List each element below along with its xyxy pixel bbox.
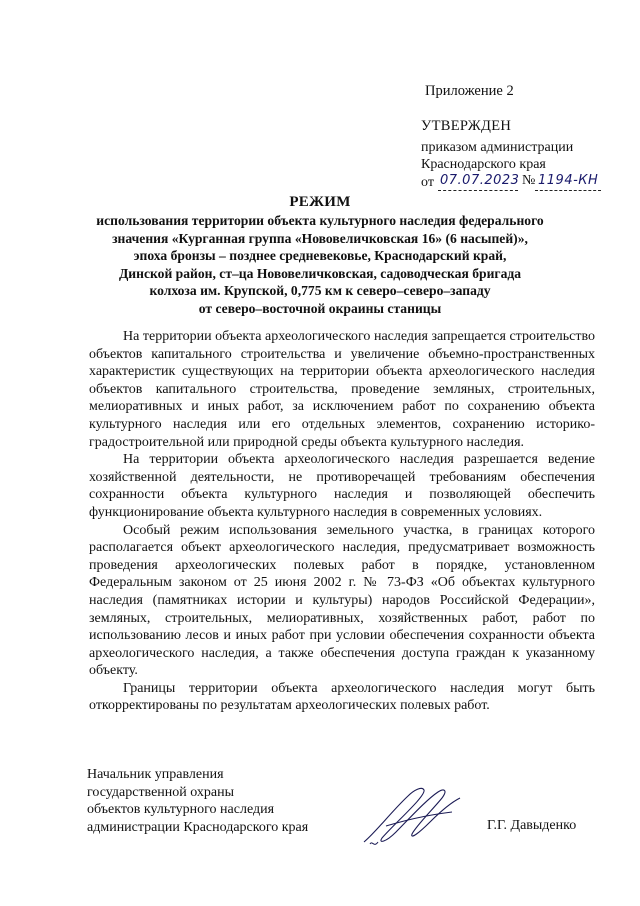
order-reference [421, 172, 611, 192]
number-sign: № [522, 173, 536, 188]
document-title: РЕЖИМ [289, 194, 351, 210]
signatory-position [87, 766, 308, 836]
handwritten-signature [356, 782, 466, 852]
appendix-label: Приложение 2 [425, 83, 514, 99]
date-underline [438, 190, 518, 191]
order-date: 07.07.2023 [440, 173, 520, 188]
order-line-1: приказом администрации [421, 140, 574, 155]
subtitle-line: значения «Курганная группа «Нововеличковская 16» (6 насыпей)», [112, 230, 528, 246]
position-line: администрации Краснодарского края [87, 819, 309, 835]
paragraph-allowed: На территории объекта археологического наследия разрешается ведение хозяйственной деятельности, не противоречащей требованиям обеспечения сохранности объекта культурного наследия и позволяющей обеспечить функционирование объекта культурного наследия в современных условиях. [89, 452, 595, 520]
subtitle-line: от северо–восточной окраины станицы [198, 300, 442, 316]
position-line: объектов культурного наследия [87, 802, 275, 818]
order-number: 1194-КН [538, 173, 599, 188]
paragraph-boundaries: Границы территории объекта археологического наследия могут быть откорректированы по результатам археологических полевых работ. [89, 680, 595, 714]
subtitle-line: эпоха бронзы – позднее средневековье, Краснодарский край, [133, 248, 507, 263]
position-line: Начальник управления [87, 767, 224, 782]
document-subtitle [60, 212, 580, 317]
paragraph-prohibited: На территории объекта археологического наследия запрещается строительство объектов капитального строительства и увеличение объемно-пространственных характеристик существующих на территории объекта археологического наследия объектов капитального строительства, проведение земляных, строительных, мелиоративных и иных работ, за исключением работ по сохранению объекта культурного наследия или его отдельных элементов, сохранению историко-градостроительной или природной среды объекта культурного наследия. [89, 329, 595, 450]
subtitle-line: Динской район, ст–ца Нововеличковская, садоводческая бригада [118, 265, 522, 281]
subtitle-line: колхоза им. Крупской, 0,775 км к северо–северо–западу [149, 283, 491, 298]
position-line: государственной охраны [87, 784, 235, 800]
order-prefix: от [421, 175, 434, 190]
approved-stamp: УТВЕРЖДЕН [421, 118, 512, 134]
subtitle-line: использования территории объекта культурного наследия федерального [96, 213, 544, 228]
signer-name: Г.Г. Давыденко [487, 818, 577, 833]
document-body [89, 328, 595, 715]
order-line-2: Краснодарского края [421, 157, 546, 172]
number-underline [535, 190, 601, 191]
paragraph-special-regime: Особый режим использования земельного участка, в границах которого располагается объект археологического наследия, предусматривает возможность проведения археологических полевых работ в порядке, установленном Федеральным законом от 25 июня 2002 г. № 73-ФЗ «Об объектах культурного наследия (памятниках истории и культуры) народов Российской Федерации», земляных, строительных, мелиоративных, хозяйственных работ, работ по использованию лесов и иных работ при условии обеспечения сохранности объекта археологического наследия, а также обеспечения доступа граждан к указанному объекту. [89, 522, 595, 679]
